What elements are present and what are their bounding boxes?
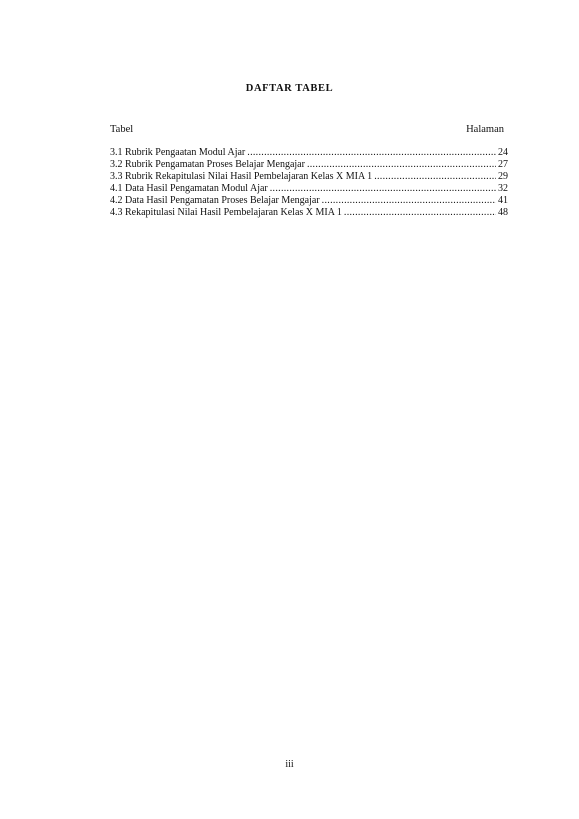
toc-entry xyxy=(110,183,508,195)
toc-entry xyxy=(110,159,508,171)
toc-entry xyxy=(110,207,508,219)
toc-entry-label: 3.3 Rubrik Rekapitulasi Nilai Hasil Pembelajaran Kelas X MIA 1 xyxy=(110,171,373,182)
toc-entry xyxy=(110,171,508,183)
column-header-page: Halaman xyxy=(466,124,504,135)
page-title: DAFTAR TABEL xyxy=(245,83,334,94)
toc-entry-page: 48 xyxy=(498,207,508,218)
dot-leader xyxy=(344,207,496,219)
dot-leader xyxy=(247,147,496,159)
toc-entry xyxy=(110,147,508,159)
toc-entry-page: 41 xyxy=(498,195,508,206)
toc-entry-label: 4.1 Data Hasil Pengamatan Modul Ajar xyxy=(110,183,268,194)
toc-entry-page: 24 xyxy=(498,147,508,158)
dot-leader xyxy=(374,171,496,183)
toc-entry-page: 32 xyxy=(498,183,508,194)
toc-entry-page: 27 xyxy=(498,159,508,170)
toc-entry-label: 4.2 Data Hasil Pengamatan Proses Belajar Mengajar xyxy=(110,195,320,206)
table-list-header xyxy=(110,124,504,135)
dot-leader xyxy=(270,183,496,195)
dot-leader xyxy=(322,195,496,207)
page-number: iii xyxy=(285,759,294,770)
toc-entry-label: 3.1 Rubrik Pengaatan Modul Ajar xyxy=(110,147,246,158)
toc-entry xyxy=(110,195,508,207)
toc-entry-label: 4.3 Rekapitulasi Nilai Hasil Pembelajaran Kelas X MIA 1 xyxy=(110,207,342,218)
table-of-tables xyxy=(110,147,508,219)
dot-leader xyxy=(307,159,496,171)
column-header-table: Tabel xyxy=(110,124,134,135)
toc-entry-label: 3.2 Rubrik Pengamatan Proses Belajar Mengajar xyxy=(110,159,305,170)
toc-entry-page: 29 xyxy=(498,171,508,182)
